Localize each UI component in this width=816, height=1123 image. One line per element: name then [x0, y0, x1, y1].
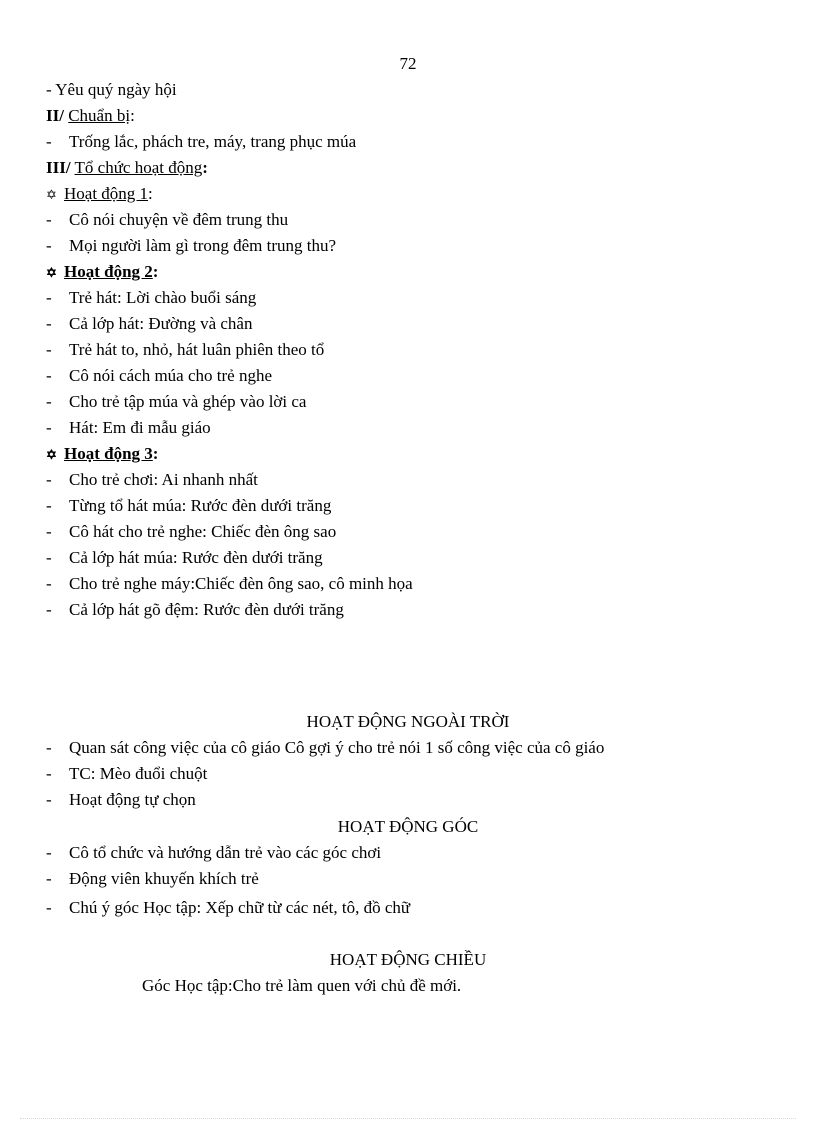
list-item-text: Cô nói chuyện về đêm trung thu: [69, 210, 289, 229]
list-dash: -: [46, 288, 52, 307]
list-item-text: Cho trẻ nghe máy:Chiếc đèn ông sao, cô minh họa: [69, 574, 413, 593]
list-dash: -: [46, 314, 52, 333]
list-item-text: Trẻ hát to, nhỏ, hát luân phiên theo tổ: [69, 340, 325, 359]
list-item-text: Trẻ hát: Lời chào buổi sáng: [69, 288, 257, 307]
list-dash: -: [46, 548, 52, 567]
afternoon-label: Góc Học tập:: [142, 976, 233, 995]
list-item-text: Cô tổ chức và hướng dẫn trẻ vào các góc chơi: [69, 843, 382, 862]
list-item-text: Cả lớp hát: Đường và chân: [69, 314, 253, 333]
afternoon-heading: HOẠT ĐỘNG CHIỀU: [329, 950, 487, 969]
list-dash: -: [46, 496, 52, 515]
star-of-david-icon: ✡: [46, 265, 57, 280]
section-2-suffix: :: [130, 106, 135, 125]
list-dash: -: [46, 764, 52, 783]
section-3-title: Tổ chức hoạt động: [74, 158, 203, 177]
list-item-text: TC: Mèo đuổi chuột: [69, 764, 208, 783]
section-3-suffix: :: [202, 158, 208, 177]
list-dash: -: [46, 600, 52, 619]
list-dash: -: [46, 843, 52, 862]
activity-1-title: Hoạt động 1: [64, 184, 149, 203]
list-item-text: Mọi người làm gì trong đêm trung thu?: [69, 236, 337, 255]
list-dash: -: [46, 574, 52, 593]
list-item-text: Cho trẻ tập múa và ghép vào lời ca: [69, 392, 307, 411]
list-item-text: Cô hát cho trẻ nghe: Chiếc đèn ông sao: [69, 522, 337, 541]
list-dash: -: [46, 522, 52, 541]
activity-1-suffix: :: [148, 184, 153, 203]
list-item-text: Hoạt động tự chọn: [69, 790, 196, 809]
list-item-text: Trống lắc, phách tre, máy, trang phục múa: [69, 132, 357, 151]
page-number: 72: [399, 54, 417, 73]
afternoon-line: [142, 976, 461, 996]
list-item-text: Cho trẻ chơi: Ai nhanh nhất: [69, 470, 258, 489]
list-dash: -: [46, 418, 52, 437]
list-item-text: Cả lớp hát gõ đệm: Rước đèn dưới trăng: [69, 600, 344, 619]
list-dash: -: [46, 738, 52, 757]
list-dash: -: [46, 236, 52, 255]
activity-3-title: Hoạt động 3: [64, 444, 153, 463]
activity-2-title: Hoạt động 2: [64, 262, 153, 281]
list-item-text: Động viên khuyến khích trẻ: [69, 869, 259, 888]
list-item-text: Quan sát công việc của cô giáo Cô gợi ý cho trẻ nói 1 số công việc của cô giáo: [69, 738, 605, 757]
list-dash: -: [46, 366, 52, 385]
list-dash: -: [46, 898, 52, 917]
section-2-title: Chuẩn bị: [68, 106, 131, 125]
list-dash: -: [46, 790, 52, 809]
list-item-text: Từng tổ hát múa: Rước đèn dưới trăng: [69, 496, 332, 515]
list-dash: -: [46, 210, 52, 229]
afternoon-text: Cho trẻ làm quen với chủ đề mới.: [232, 976, 462, 995]
footer-divider: [20, 1118, 796, 1119]
list-item-text: Chú ý góc Học tập: Xếp chữ từ các nét, tô, đồ chữ: [69, 898, 411, 917]
list-dash: -: [46, 470, 52, 489]
star-of-david-icon: ✡: [46, 447, 57, 462]
activity-3-suffix: :: [152, 444, 159, 463]
list-item-text: Hát: Em đi mẫu giáo: [69, 418, 211, 437]
section-2-numeral: II/: [46, 106, 64, 125]
list-item-text: Cô nói cách múa cho trẻ nghe: [69, 366, 272, 385]
list-dash: -: [46, 132, 52, 151]
corner-heading: HOẠT ĐỘNG GÓC: [337, 817, 479, 836]
star-of-david-icon: ✡: [46, 187, 57, 202]
activity-3-heading: [46, 444, 158, 465]
list-item-text: Cả lớp hát múa: Rước đèn dưới trăng: [69, 548, 323, 567]
section-3-heading: [46, 158, 208, 178]
list-dash: -: [46, 392, 52, 411]
section-2-heading: [46, 106, 135, 126]
list-dash: -: [46, 340, 52, 359]
activity-2-suffix: :: [152, 262, 159, 281]
section-3-numeral: III/: [46, 158, 71, 177]
activity-2-heading: [46, 262, 158, 283]
intro-line: - Yêu quý ngày hội: [46, 80, 177, 99]
outdoor-heading: HOẠT ĐỘNG NGOÀI TRỜI: [306, 712, 510, 731]
list-dash: -: [46, 869, 52, 888]
activity-1-heading: [46, 184, 153, 205]
